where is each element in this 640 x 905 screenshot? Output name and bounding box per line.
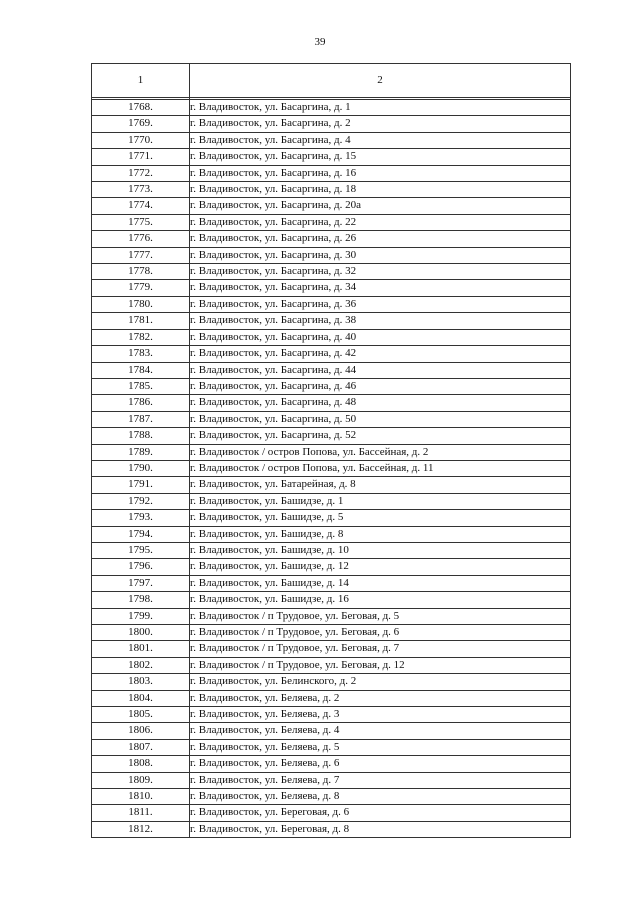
row-number: 1772.	[92, 165, 190, 181]
row-number: 1797.	[92, 575, 190, 591]
table-row	[92, 280, 571, 296]
row-address: г. Владивосток, ул. Башидзе, д. 12	[190, 559, 571, 575]
row-number: 1784.	[92, 362, 190, 378]
table-row	[92, 690, 571, 706]
row-address: г. Владивосток, ул. Басаргина, д. 44	[190, 362, 571, 378]
table-row	[92, 641, 571, 657]
address-table	[91, 63, 571, 838]
table-row	[92, 444, 571, 460]
table-row	[92, 625, 571, 641]
table-row	[92, 182, 571, 198]
table-row	[92, 116, 571, 132]
table-row	[92, 460, 571, 476]
column-header-address: 2	[190, 64, 571, 98]
row-number: 1780.	[92, 296, 190, 312]
row-address: г. Владивосток, ул. Басаргина, д. 22	[190, 214, 571, 230]
table-row	[92, 805, 571, 821]
row-address: г. Владивосток / п Трудовое, ул. Беговая, д. 6	[190, 625, 571, 641]
table-row	[92, 132, 571, 148]
row-address: г. Владивосток, ул. Басаргина, д. 52	[190, 428, 571, 444]
row-address: г. Владивосток, ул. Башидзе, д. 8	[190, 526, 571, 542]
row-address: г. Владивосток, ул. Беляева, д. 6	[190, 756, 571, 772]
table-row	[92, 542, 571, 558]
row-number: 1793.	[92, 510, 190, 526]
table-row	[92, 411, 571, 427]
row-address: г. Владивосток / п Трудовое, ул. Беговая, д. 7	[190, 641, 571, 657]
row-address: г. Владивосток, ул. Башидзе, д. 5	[190, 510, 571, 526]
row-number: 1773.	[92, 182, 190, 198]
table-row	[92, 789, 571, 805]
row-number: 1785.	[92, 378, 190, 394]
row-number: 1774.	[92, 198, 190, 214]
table-row	[92, 165, 571, 181]
header-row	[92, 64, 571, 98]
row-number: 1809.	[92, 772, 190, 788]
row-number: 1788.	[92, 428, 190, 444]
row-number: 1768.	[92, 100, 190, 116]
row-number: 1804.	[92, 690, 190, 706]
row-number: 1770.	[92, 132, 190, 148]
row-number: 1807.	[92, 739, 190, 755]
row-address: г. Владивосток, ул. Басаргина, д. 18	[190, 182, 571, 198]
row-address: г. Владивосток, ул. Басаргина, д. 42	[190, 346, 571, 362]
table-row	[92, 674, 571, 690]
row-number: 1802.	[92, 657, 190, 673]
row-address: г. Владивосток, ул. Басаргина, д. 2	[190, 116, 571, 132]
row-number: 1783.	[92, 346, 190, 362]
page-number: 39	[314, 36, 326, 48]
table-row	[92, 378, 571, 394]
row-address: г. Владивосток, ул. Беляева, д. 2	[190, 690, 571, 706]
table-row	[92, 575, 571, 591]
table-row	[92, 510, 571, 526]
row-number: 1792.	[92, 493, 190, 509]
row-address: г. Владивосток, ул. Басаргина, д. 46	[190, 378, 571, 394]
row-address: г. Владивосток, ул. Башидзе, д. 1	[190, 493, 571, 509]
row-address: г. Владивосток, ул. Батарейная, д. 8	[190, 477, 571, 493]
row-number: 1782.	[92, 329, 190, 345]
row-number: 1805.	[92, 707, 190, 723]
row-number: 1800.	[92, 625, 190, 641]
row-address: г. Владивосток, ул. Басаргина, д. 48	[190, 395, 571, 411]
table-row	[92, 559, 571, 575]
row-number: 1812.	[92, 821, 190, 837]
table-row	[92, 329, 571, 345]
table-row	[92, 739, 571, 755]
row-number: 1795.	[92, 542, 190, 558]
row-number: 1810.	[92, 789, 190, 805]
table-row	[92, 592, 571, 608]
row-address: г. Владивосток, ул. Береговая, д. 8	[190, 821, 571, 837]
row-address: г. Владивосток, ул. Басаргина, д. 30	[190, 247, 571, 263]
table-row	[92, 608, 571, 624]
table-row	[92, 477, 571, 493]
row-address: г. Владивосток, ул. Басаргина, д. 15	[190, 149, 571, 165]
table-row	[92, 707, 571, 723]
table-row	[92, 493, 571, 509]
row-number: 1778.	[92, 264, 190, 280]
table-row	[92, 772, 571, 788]
table-row	[92, 723, 571, 739]
row-number: 1799.	[92, 608, 190, 624]
row-address: г. Владивосток, ул. Белинского, д. 2	[190, 674, 571, 690]
table-row	[92, 198, 571, 214]
row-number: 1786.	[92, 395, 190, 411]
row-address: г. Владивосток, ул. Башидзе, д. 16	[190, 592, 571, 608]
row-address: г. Владивосток, ул. Беляева, д. 4	[190, 723, 571, 739]
row-number: 1790.	[92, 460, 190, 476]
row-number: 1811.	[92, 805, 190, 821]
row-number: 1781.	[92, 313, 190, 329]
row-number: 1798.	[92, 592, 190, 608]
table-row	[92, 526, 571, 542]
table-row	[92, 346, 571, 362]
table-row	[92, 362, 571, 378]
table-row	[92, 428, 571, 444]
row-address: г. Владивосток, ул. Басаргина, д. 36	[190, 296, 571, 312]
row-number: 1769.	[92, 116, 190, 132]
row-address: г. Владивосток, ул. Басаргина, д. 50	[190, 411, 571, 427]
row-number: 1796.	[92, 559, 190, 575]
row-number: 1806.	[92, 723, 190, 739]
row-number: 1787.	[92, 411, 190, 427]
row-number: 1803.	[92, 674, 190, 690]
table-row	[92, 100, 571, 116]
row-address: г. Владивосток, ул. Беляева, д. 7	[190, 772, 571, 788]
row-address: г. Владивосток, ул. Беляева, д. 5	[190, 739, 571, 755]
row-number: 1791.	[92, 477, 190, 493]
row-address: г. Владивосток, ул. Басаргина, д. 38	[190, 313, 571, 329]
row-address: г. Владивосток, ул. Башидзе, д. 10	[190, 542, 571, 558]
row-address: г. Владивосток, ул. Береговая, д. 6	[190, 805, 571, 821]
row-address: г. Владивосток / п Трудовое, ул. Беговая, д. 12	[190, 657, 571, 673]
table-row	[92, 657, 571, 673]
row-address: г. Владивосток, ул. Басаргина, д. 4	[190, 132, 571, 148]
row-number: 1771.	[92, 149, 190, 165]
row-address: г. Владивосток, ул. Басаргина, д. 20а	[190, 198, 571, 214]
row-address: г. Владивосток, ул. Басаргина, д. 1	[190, 100, 571, 116]
row-number: 1777.	[92, 247, 190, 263]
table-row	[92, 247, 571, 263]
row-address: г. Владивосток, ул. Башидзе, д. 14	[190, 575, 571, 591]
row-address: г. Владивосток, ул. Басаргина, д. 40	[190, 329, 571, 345]
row-address: г. Владивосток / п Трудовое, ул. Беговая, д. 5	[190, 608, 571, 624]
row-address: г. Владивосток / остров Попова, ул. Бассейная, д. 2	[190, 444, 571, 460]
row-address: г. Владивосток, ул. Басаргина, д. 26	[190, 231, 571, 247]
row-address: г. Владивосток, ул. Басаргина, д. 16	[190, 165, 571, 181]
row-address: г. Владивосток, ул. Беляева, д. 3	[190, 707, 571, 723]
row-number: 1779.	[92, 280, 190, 296]
row-number: 1801.	[92, 641, 190, 657]
table-header	[92, 64, 571, 100]
table-row	[92, 296, 571, 312]
row-number: 1794.	[92, 526, 190, 542]
row-address: г. Владивосток, ул. Басаргина, д. 34	[190, 280, 571, 296]
row-address: г. Владивосток, ул. Беляева, д. 8	[190, 789, 571, 805]
table-row	[92, 231, 571, 247]
table-row	[92, 821, 571, 837]
row-number: 1789.	[92, 444, 190, 460]
row-number: 1775.	[92, 214, 190, 230]
row-address: г. Владивосток / остров Попова, ул. Бассейная, д. 11	[190, 460, 571, 476]
row-number: 1776.	[92, 231, 190, 247]
table-row	[92, 264, 571, 280]
column-header-number: 1	[92, 64, 190, 98]
row-number: 1808.	[92, 756, 190, 772]
table-row	[92, 313, 571, 329]
table-row	[92, 395, 571, 411]
table-row	[92, 149, 571, 165]
table-row	[92, 214, 571, 230]
row-address: г. Владивосток, ул. Басаргина, д. 32	[190, 264, 571, 280]
table-body	[92, 100, 571, 838]
table-row	[92, 756, 571, 772]
